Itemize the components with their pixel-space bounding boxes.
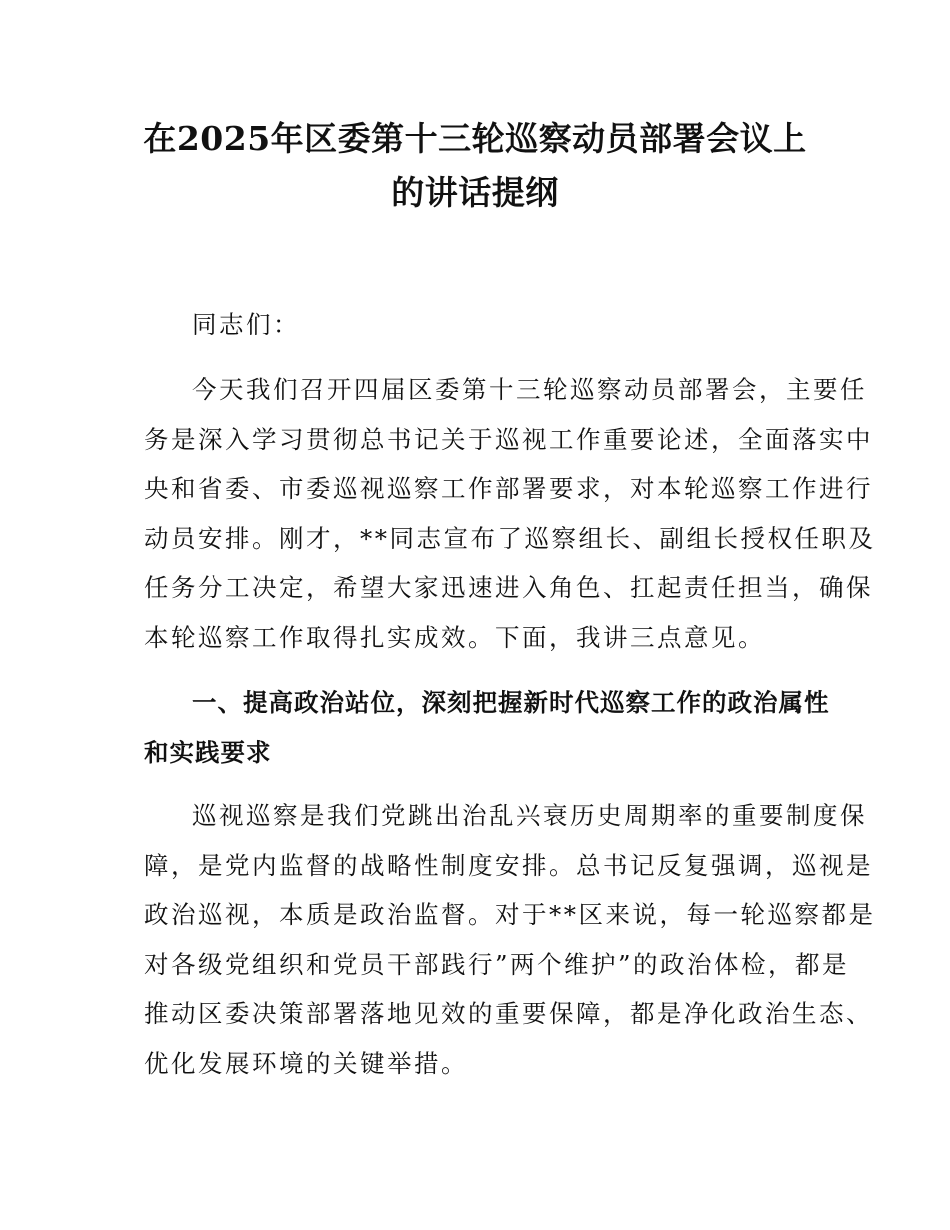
paragraph-line: 障，是党内监督的战略性制度安排。总书记反复强调，巡视是 <box>144 850 873 880</box>
heading-line: 和实践要求 <box>144 737 272 767</box>
paragraph-1 <box>144 365 876 662</box>
title-line: 的讲话提纲 <box>391 173 559 212</box>
greeting-block <box>144 300 812 350</box>
paragraph-line: 政治巡视，本质是政治监督。对于**区来说，每一轮巡察都是 <box>144 900 876 929</box>
paragraph-line: 优化发展环境的关键举措。 <box>144 1048 468 1078</box>
paragraph-2 <box>144 791 876 1088</box>
paragraph-line: 推动区委决策部署落地见效的重要保障，都是净化政治生态、 <box>144 999 873 1028</box>
section-1-heading <box>144 678 830 777</box>
paragraph-line: 动员安排。刚才，**同志宣布了巡察组长、副组长授权任职及 <box>144 523 876 553</box>
paragraph-line: 本轮巡察工作取得扎实成效。下面，我讲三点意见。 <box>144 622 765 652</box>
paragraph-line: 巡视巡察是我们党跳出治乱兴衰历史周期率的重要制度保 <box>192 801 867 830</box>
paragraph-line: 今天我们召开四届区委第十三轮巡察动员部署会，主要任 <box>192 375 867 404</box>
paragraph-line: 央和省委、市委巡视巡察工作部署要求，对本轮巡察工作进行 <box>144 474 873 503</box>
paragraph-line: 对各级党组织和党员干部践行”两个维护”的政治体检，都是 <box>144 949 850 979</box>
paragraph-line: 务是深入学习贯彻总书记关于巡视工作重要论述，全面落实中 <box>144 424 873 454</box>
document-title <box>130 112 820 220</box>
heading-line: 一、提高政治站位，深刻把握新时代巡察工作的政治属性 <box>192 688 830 717</box>
title-line: 在2025年区委第十三轮巡察动员部署会议上 <box>143 119 807 158</box>
paragraph-line: 任务分工决定，希望大家迅速进入角色、扛起责任担当，确保 <box>144 573 873 602</box>
greeting: 同志们： <box>192 310 300 339</box>
